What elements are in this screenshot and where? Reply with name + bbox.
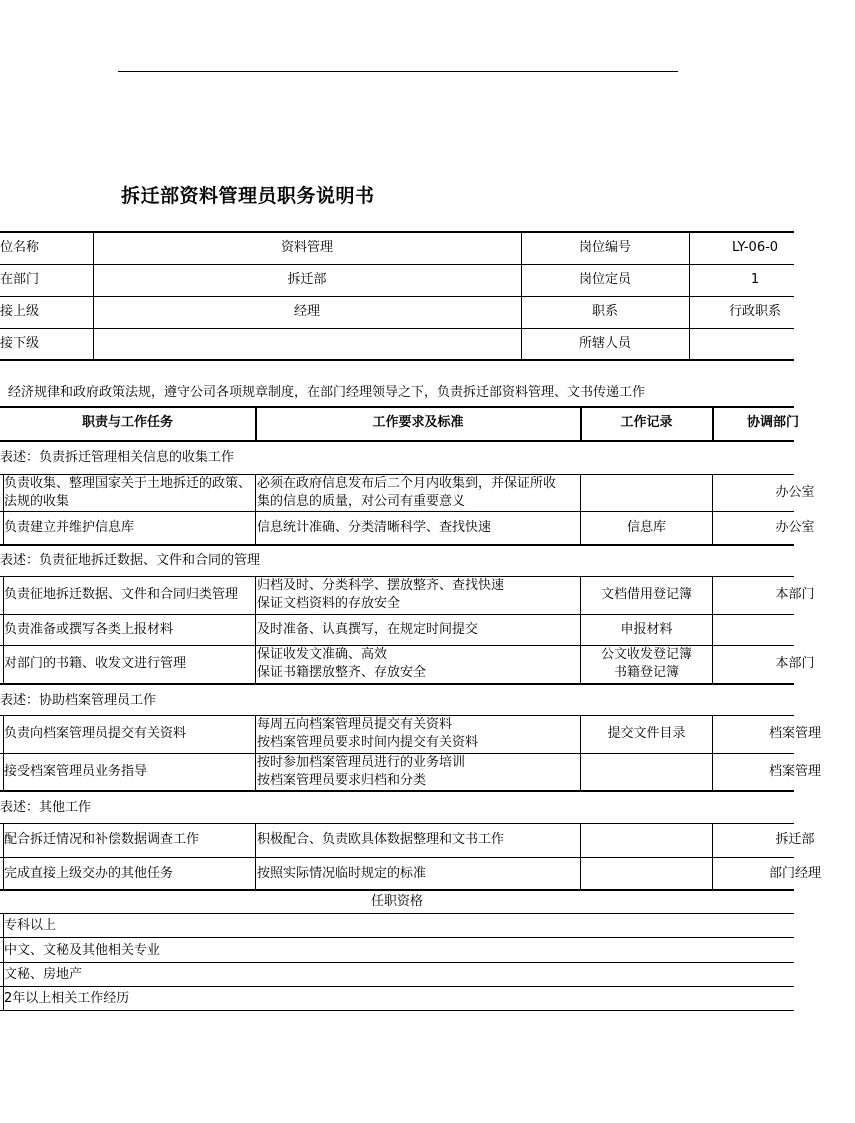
duty-group-top: [0, 576, 794, 577]
info-value: 拆迁部: [287, 272, 327, 287]
duty-col-rule: [580, 715, 581, 791]
duty-col-rule: [255, 823, 256, 890]
duty-col-rule: [712, 715, 713, 791]
duty-coord: [735, 621, 855, 639]
job-summary: 经济规律和政府政策法规，遵守公司各项规章制度，在部门经理领导之下，负责拆迁部资料管理、文书传递工作: [8, 385, 646, 400]
duty-standard: 保证书籍摆放整齐、存放安全: [257, 665, 427, 680]
duty-left-rule: [3, 474, 4, 544]
duty-left-rule: [3, 576, 4, 683]
qualification-item: 中文、文秘及其他相关专业: [4, 943, 161, 958]
col-header-task: 职责与工作任务: [81, 415, 173, 430]
qualification-item: 专科以上: [4, 918, 57, 933]
duty-coord: 档案管理: [768, 764, 821, 779]
duty-col-rule: [712, 823, 713, 890]
duty-standard: 保证文档资料的存放安全: [257, 596, 401, 611]
qual-rule: [0, 913, 794, 914]
duty-col-rule: [255, 576, 256, 683]
duty-row-rule: [0, 857, 794, 858]
duty-coord: 档案管理: [768, 726, 821, 741]
duty-left-rule: [3, 715, 4, 791]
duty-coord: 办公室: [775, 520, 815, 535]
qual-rule: [0, 1010, 794, 1011]
info-table-top: [0, 231, 794, 233]
info-value: [690, 335, 820, 353]
duty-standard: 信息统计准确、分类清晰科学、查找快速: [257, 520, 492, 535]
info-label: 接上级: [0, 304, 40, 319]
col-header-standard: 工作要求及标准: [372, 415, 464, 430]
info-table-bottom: [0, 359, 794, 361]
info-value: 行政职系: [728, 304, 781, 319]
info-label: 岗位定员: [578, 272, 631, 287]
info-label: 接下级: [0, 336, 40, 351]
qual-rule: [0, 962, 794, 963]
duty-standard: 按时参加档案管理员进行的业务培训: [257, 755, 466, 770]
col-header-coord: 协调部门: [746, 415, 799, 430]
info-row-rule: [0, 264, 794, 265]
duty-task: 负责收集、整理国家关于土地拆迁的政策、: [4, 476, 252, 491]
duty-standard: 按档案管理员要求归档和分类: [257, 773, 427, 788]
info-label: 位名称: [0, 240, 40, 255]
duty-record: 书籍登记簿: [613, 665, 679, 680]
duty-row-rule: [0, 753, 794, 754]
duty-group-top: [0, 823, 794, 824]
duty-task: 负责准备或撰写各类上报材料: [4, 622, 174, 637]
info-value: 经理: [293, 304, 320, 319]
qualification-item: 2年以上相关工作经历: [4, 991, 130, 1006]
duty-group-top: [0, 474, 794, 475]
info-label: 岗位编号: [578, 240, 631, 255]
duty-col-rule: [580, 576, 581, 683]
qual-rule: [0, 937, 794, 938]
duty-standard: 每周五向档案管理员提交有关资料: [257, 717, 453, 732]
info-value: 1: [750, 272, 760, 287]
section-heading: 表述：负责征地拆迁数据、文件和合同的管理: [0, 553, 261, 568]
qualification-item: 文秘、房地产: [4, 967, 83, 982]
duty-record: 信息库: [626, 520, 666, 535]
duty-coord: 本部门: [775, 656, 815, 671]
duty-task: 法规的收集: [4, 494, 70, 509]
duty-row-rule: [0, 511, 794, 512]
info-value: LY-06-0: [731, 240, 779, 255]
duty-col-rule: [255, 474, 256, 544]
duty-group-bottom: [0, 683, 794, 685]
duty-row-rule: [0, 645, 794, 646]
duty-standard: 按档案管理员要求时间内提交有关资料: [257, 735, 479, 750]
info-label: 在部门: [0, 272, 40, 287]
qual-left-rule: [3, 913, 4, 1010]
duty-record: 文档借用登记簿: [600, 587, 692, 602]
duty-task: 对部门的书籍、收发文进行管理: [4, 656, 187, 671]
duty-task: 完成直接上级交办的其他任务: [4, 866, 174, 881]
info-label: 所辖人员: [578, 336, 631, 351]
duty-coord: 本部门: [775, 587, 815, 602]
duty-header-top: [0, 406, 794, 408]
duty-col-rule: [255, 715, 256, 791]
duty-task: 接受档案管理员业务指导: [4, 764, 148, 779]
duty-col-rule: [580, 474, 581, 544]
info-row-rule: [0, 296, 794, 297]
duty-row-rule: [0, 614, 794, 615]
duty-group-top: [0, 715, 794, 716]
duty-task: 配合拆迁情况和补偿数据调查工作: [4, 832, 200, 847]
duty-col-rule: [712, 474, 713, 544]
duty-standard: 集的信息的质量，对公司有重要意义: [257, 494, 466, 509]
duty-standard: 保证收发文准确、高效: [257, 647, 388, 662]
qual-rule: [0, 986, 794, 987]
duty-coord: 部门经理: [768, 866, 821, 881]
duty-standard: 及时准备、认真撰写，在规定时间提交: [257, 622, 479, 637]
duty-header-bottom: [0, 440, 794, 442]
col-header-record: 工作记录: [620, 415, 673, 430]
duty-task: 负责向档案管理员提交有关资料: [4, 726, 187, 741]
duty-standard: 积极配合、负责欧具体数据整理和文书工作: [257, 832, 505, 847]
duty-group-bottom: [0, 790, 794, 792]
info-row-rule: [0, 328, 794, 329]
document-title: 拆迁部资料管理员职务说明书: [121, 185, 375, 207]
top-rule: [118, 71, 678, 72]
duty-record: 提交文件目录: [607, 726, 686, 741]
duty-group-bottom: [0, 889, 794, 891]
duty-coord: 拆迁部: [775, 832, 815, 847]
info-label: 职系: [591, 304, 618, 319]
duty-task: 负责征地拆迁数据、文件和合同归类管理: [4, 587, 239, 602]
duty-record: 公文收发登记簿: [600, 647, 692, 662]
duty-group-bottom: [0, 544, 794, 546]
duty-standard: 按照实际情况临时规定的标准: [257, 866, 427, 881]
duty-standard: 必须在政府信息发布后二个月内收集到，并保证所收: [257, 476, 557, 491]
duty-col-rule: [580, 823, 581, 890]
duty-record: 申报材料: [620, 622, 673, 637]
section-heading: 表述：负责拆迁管理相关信息的收集工作: [0, 450, 235, 465]
info-value: [94, 335, 520, 353]
section-heading: 表述：其他工作: [0, 800, 92, 815]
section-heading: 表述：协助档案管理员工作: [0, 693, 157, 708]
qualifications-heading: 任职资格: [370, 894, 423, 909]
duty-col-rule: [712, 576, 713, 683]
duty-coord: 办公室: [775, 485, 815, 500]
duty-task: 负责建立并维护信息库: [4, 520, 135, 535]
info-value: 资料管理: [280, 240, 333, 255]
duty-left-rule: [3, 823, 4, 890]
duty-standard: 归档及时、分类科学、摆放整齐、查找快速: [257, 578, 505, 593]
